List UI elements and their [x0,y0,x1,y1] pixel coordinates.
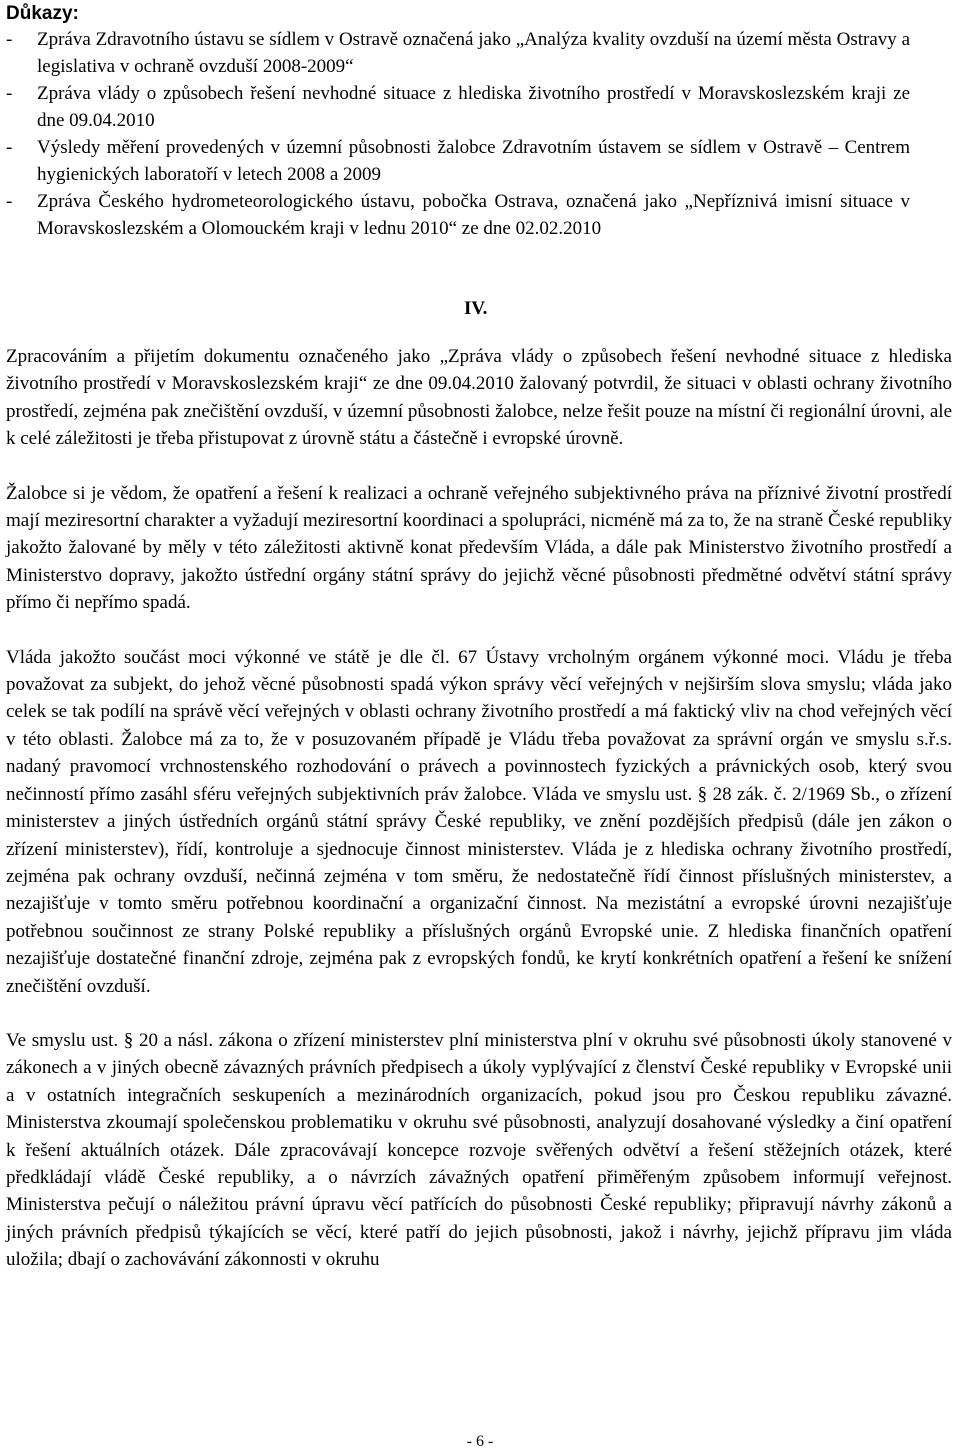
evidence-item-text: Zpráva Českého hydrometeorologického ústavu, pobočka Ostrava, označená jako „Nepříznivá imisní situace v Moravskoslezském a Olomouckém kraji v lednu 2010“ ze dne 02.02.2010 [37,191,910,239]
body-text [6,343,952,1274]
evidence-heading: Důkazy: [6,3,79,24]
paragraph: Ve smyslu ust. § 20 a násl. zákona o zřízení ministerstev plní ministerstva plní v okruhu své působnosti úkoly stanovené v zákonech a v jiných obecně závazných právních předpisech a úkoly vyplývající z členství České republiky v Evropské unii a v ostatních integračních seskupeních a mezinárodních organizacích, pokud jsou pro Českou republiku závazné. Ministerstva zkoumají společenskou problematiku v okruhu své působnosti, analyzují dosahované výsledky a činí opatření k řešení aktuálních otázek. Dále zpracovávají koncepce rozvoje svěřených odvětví a řešení stěžejních otázek, které předkládají vládě České republiky, a o návrzích závažných opatření přiměřeným způsobem informují veřejnost. Ministerstva pečují o náležitou právní úpravu věcí patřících do působnosti České republiky; připravují návrhy zákonů a jiných právních předpisů týkajících se věcí, které patří do jejich působnosti, jakož i návrhy, jejichž přípravu jim vláda uložila; dbají o zachovávání zákonnosti v okruhu [6,1029,952,1271]
paragraph-gap [6,617,952,644]
evidence-item [6,26,910,80]
evidence-item [6,80,910,134]
list-dash: - [6,137,13,158]
evidence-list [6,26,910,242]
paragraph: Vláda jakožto součást moci výkonné ve státě je dle čl. 67 Ústavy vrcholným orgánem výkonné moci. Vládu je třeba považovat za subjekt, do jehož věcné působnosti spadá výkon správy věcí veřejných v nejširším slova smyslu; vláda jako celek se tak podílí na správě věcí veřejných v oblasti ochrany životního prostředí a má faktický vliv na chod veřejných věcí v této oblasti. Žalobce má za to, že v posuzovaném případě je Vládu třeba považovat za správní orgán ve smyslu s.ř.s. nadaný pravomocí vrchnostenského rozhodování o právech a povinnostech fyzických a právnických osob, který svou nečinností přímo zasáhl sféru veřejných subjektivních práv žalobce. Vláda ve smyslu ust. § 28 zák. č. 2/1969 Sb., o zřízení ministerstev a jiných ústředních orgánů státní správy České republiky, ve znění pozdějších předpisů (dále jen zákon o zřízení ministerstev), řídí, kontroluje a sjednocuje činnost ministerstev. Vláda je z hlediska ochrany životního prostředí, zejména pak ochrany ovzduší, nečinná zejména v tom směru, že nedostatečně řídí činnost příslušných ministerstev, a nezajišťuje v tomto směru potřebnou koordinační a organizační činnost. Na mezistátní a evropské úrovni nezajišťuje potřebnou součinnost ze strany Polské republiky a příslušných orgánů Evropské unie. Z hlediska finančních opatření nezajišťuje dostatečné finanční zdroje, zejména pak z evropských fondů, ke krytí konkrétních opatření a řešení ke snížení znečištění ovzduší. [6,646,952,997]
list-dash: - [6,29,13,50]
evidence-item [6,188,910,242]
evidence-item-text: Výsledy měření provedených v územní působnosti žalobce Zdravotním ústavem se sídlem v Ostravě – Centrem hygienických laboratoří v letech 2008 a 2009 [37,137,910,185]
evidence-item-text: Zpráva vlády o způsobech řešení nevhodné situace z hlediska životního prostředí v Moravskoslezském kraji ze dne 09.04.2010 [37,83,910,131]
section-number: IV. [464,298,488,319]
list-dash: - [6,83,13,104]
paragraph-gap [6,453,952,480]
paragraph: Zpracováním a přijetím dokumentu označeného jako „Zpráva vlády o způsobech řešení nevhodné situace z hlediska životního prostředí v Moravskoslezském kraji“ ze dne 09.04.2010 žalovaný potvrdil, že situaci v oblasti ochrany životního prostředí, zejména pak znečištění ovzduší, v územní působnosti žalobce, nelze řešit pouze na místní či regionální úrovni, ale k celé záležitosti je třeba přistupovat z úrovně státu a částečně i evropské úrovně. [6,346,952,450]
list-dash: - [6,191,13,212]
page-number: - 6 - [466,1433,494,1450]
evidence-item-text: Zpráva Zdravotního ústavu se sídlem v Ostravě označená jako „Analýza kvality ovzduší na území města Ostravy a legislativa v ochraně ovzduší 2008-2009“ [37,29,910,77]
paragraph-gap [6,1000,952,1027]
evidence-item [6,134,910,188]
paragraph: Žalobce si je vědom, že opatření a řešení k realizaci a ochraně veřejného subjektivného práva na příznivé životní prostředí mají meziresortní charakter a vyžadují meziresortní koordinaci a spolupráci, nicméně má za to, že na straně České republiky jakožto žalované by měly v této záležitosti aktivně konat především Vláda, a dále pak Ministerstvo životního prostředí a Ministerstvo dopravy, jakožto ústřední orgány státní správy do jejichž věcné působnosti předmětné odvětví státní správy přímo či nepřímo spadá. [6,482,952,614]
